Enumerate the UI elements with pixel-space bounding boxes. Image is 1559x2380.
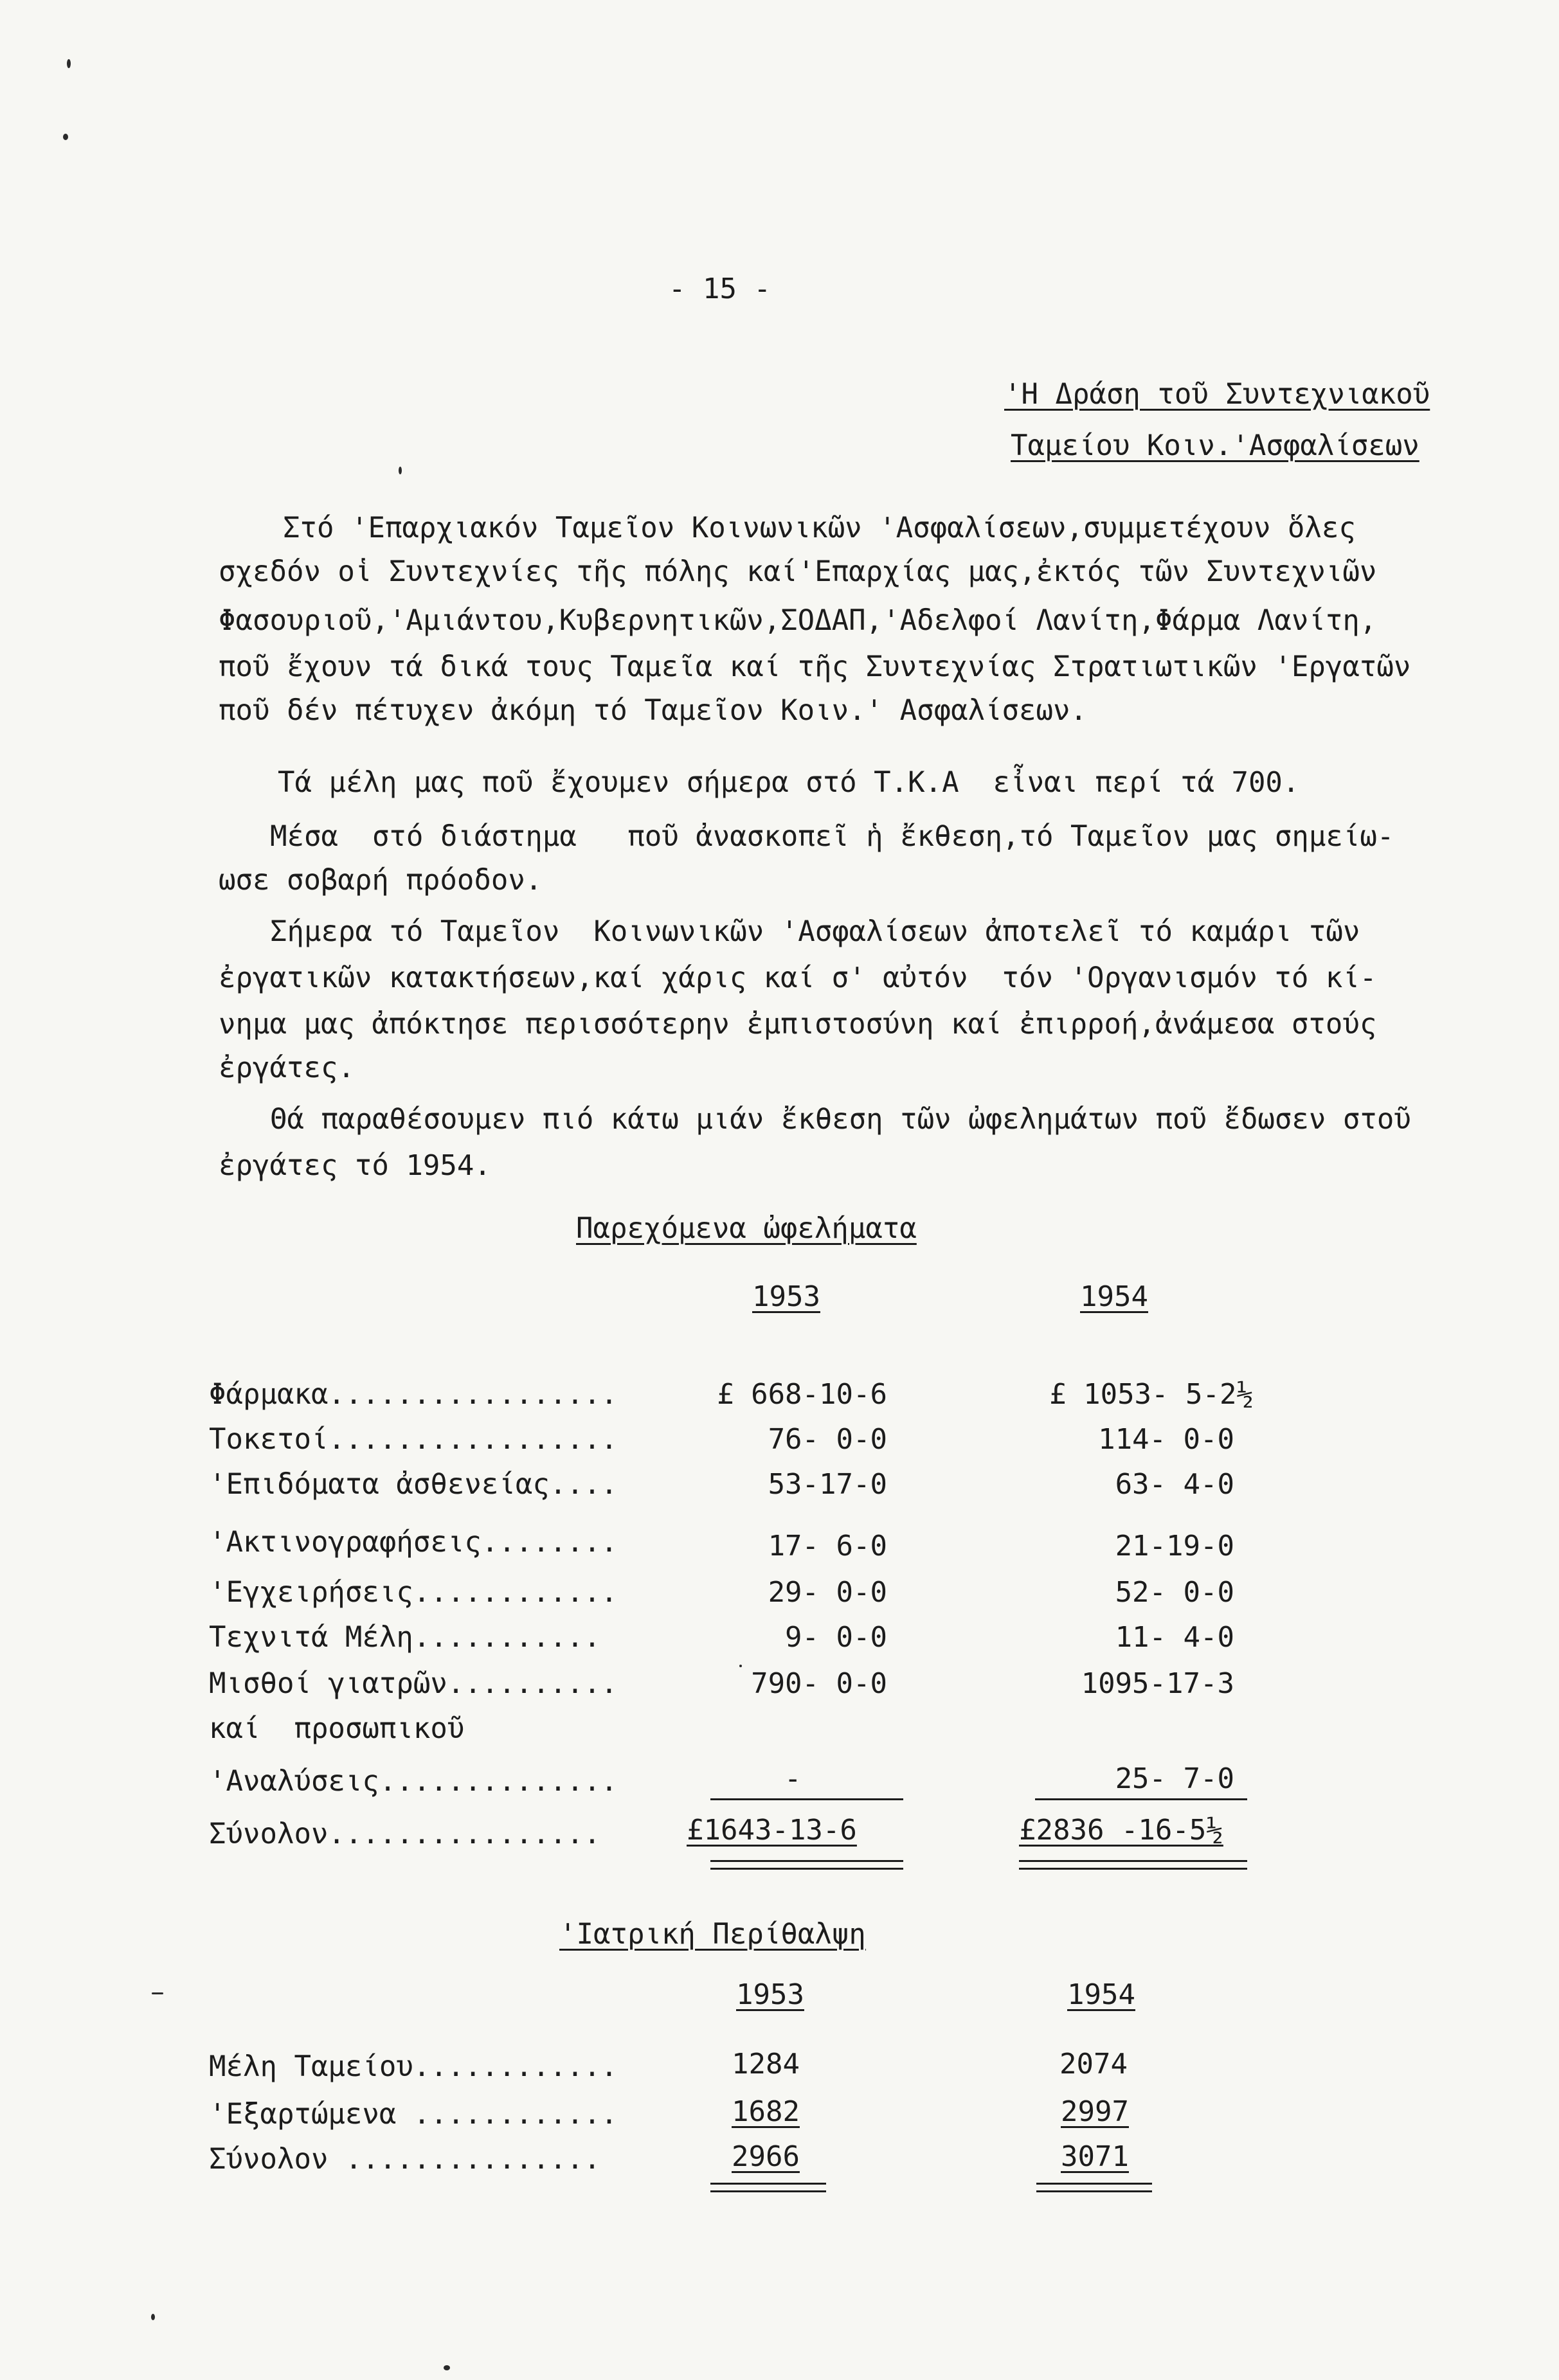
paragraph-line: ποῦ ἔχουν τά δικά τους Ταμεῖα καί τῆς Συντεχνίας Στρατιωτικῶν 'Εργατῶν <box>219 650 1411 683</box>
paragraph-line: Φασουριοῦ,'Αμιάντου,Κυβερνητικῶν,ΣΟΔΑΠ,'Αδελφοί Λανίτη,Φάρμα Λανίτη, <box>219 604 1377 637</box>
scan-speck <box>151 2314 155 2320</box>
row-label: 'Ακτινογραφήσεις........ <box>209 1526 618 1559</box>
medical-title: 'Ιατρική Περίθαλψη <box>559 1918 866 1951</box>
total-label: Σύνολον ............... <box>209 2143 601 2176</box>
paragraph-line: Μέσα στό διάστημα ποῦ ἀνασκοπεῖ ἡ ἔκθεση,τό Ταμεῖον μας σημείω- <box>270 820 1394 853</box>
value-1953: 790- 0-0 <box>751 1667 887 1700</box>
subtotal-rule-1953 <box>710 1798 903 1800</box>
double-rule-1953-b <box>710 2190 826 2192</box>
total-label: Σύνολον................ <box>209 1818 601 1850</box>
scan-speck <box>444 2365 450 2370</box>
double-rule-1953-b <box>710 1868 903 1870</box>
value-1954: 2074 <box>1059 2048 1128 2080</box>
total-1954: 3071 <box>1061 2140 1129 2173</box>
medical-col-1953: 1953 <box>736 1978 804 2011</box>
subtotal-rule-1954 <box>1035 1798 1247 1800</box>
scan-speck <box>63 134 68 140</box>
value-1954: 114- 0-0 <box>1098 1423 1234 1456</box>
scan-speck <box>152 1992 163 1994</box>
scan-speck <box>67 59 71 68</box>
heading-line-2: Ταμείου Κοιν.'Ασφαλίσεων <box>1011 429 1419 462</box>
paragraph-line: ἐργατικῶν κατακτήσεων,καί χάρις καί σ' αὐτόν τόν 'Οργανισμόν τό κί- <box>219 962 1377 994</box>
row-label: Τοκετοί................. <box>209 1423 618 1456</box>
value-1954: 25- 7-0 <box>1115 1762 1234 1795</box>
value-1953: £ 668-10-6 <box>717 1378 887 1411</box>
row-label: Μισθοί γιατρῶν.......... <box>209 1667 618 1700</box>
value-1953: 29- 0-0 <box>768 1576 887 1609</box>
double-rule-1953-a <box>710 1860 903 1862</box>
value-1953: 1284 <box>732 2048 800 2080</box>
row-label: 'Επιδόματα ἀσθενείας.... <box>209 1468 618 1501</box>
paragraph-line: ἐργάτες τό 1954. <box>219 1149 491 1182</box>
row-label: 'Εξαρτώμενα ............ <box>209 2098 618 2131</box>
heading-line-1: 'Η Δράση τοῦ Συντεχνιακοῦ <box>1004 378 1430 411</box>
benefits-col-1953: 1953 <box>752 1280 820 1313</box>
scan-speck <box>739 1665 742 1667</box>
value-1954: 1095-17-3 <box>1081 1667 1234 1700</box>
double-rule-1954-b <box>1019 1868 1247 1870</box>
total-1953: 2966 <box>732 2140 800 2173</box>
value-1954: 11- 4-0 <box>1115 1621 1234 1654</box>
benefits-title: Παρεχόμενα ὠφελήματα <box>576 1212 917 1245</box>
row-label: Μέλη Ταμείου............ <box>209 2050 618 2083</box>
value-1954: 2997 <box>1061 2095 1129 2128</box>
paragraph-line: Σήμερα τό Ταμεῖον Κοινωνικῶν 'Ασφαλίσεων ἀποτελεῖ τό καμάρι τῶν <box>270 915 1360 948</box>
row-label: καί προσωπικοῦ <box>209 1712 465 1745</box>
page-number: - 15 - <box>669 273 771 305</box>
row-label: 'Εγχειρήσεις............ <box>209 1576 618 1609</box>
benefits-col-1954: 1954 <box>1080 1280 1148 1313</box>
row-label: 'Αναλύσεις.............. <box>209 1765 618 1798</box>
paragraph-line: Θά παραθέσουμεν πιό κάτω μιάν ἔκθεση τῶν ὠφελημάτων ποῦ ἔδωσεν στοῦ <box>270 1103 1411 1136</box>
value-1954: 52- 0-0 <box>1115 1576 1234 1609</box>
scan-speck <box>399 467 402 474</box>
value-1953: 53-17-0 <box>768 1468 887 1501</box>
total-1953: £1643-13-6 <box>687 1814 857 1847</box>
value-1953: 9- 0-0 <box>785 1621 887 1654</box>
paragraph-line: Τά μέλη μας ποῦ ἔχουμεν σήμερα στό Τ.Κ.Α εἶναι περί τά 700. <box>278 766 1300 799</box>
paragraph-line: νημα μας ἀπόκτησε περισσότερην ἐμπιστοσύνη καί ἐπιρροή,ἀνάμεσα στούς <box>219 1008 1377 1041</box>
value-1953: 76- 0-0 <box>768 1423 887 1456</box>
row-label: Φάρμακα................. <box>209 1378 618 1411</box>
paragraph-line: Στό 'Επαρχιακόν Ταμεῖον Κοινωνικῶν 'Ασφαλίσεων,συμμετέχουν ὅλες <box>283 512 1356 544</box>
paragraph-line: σχεδόν οἱ Συντεχνίες τῆς πόλης καί'Επαρχίας μας,ἐκτός τῶν Συντεχνιῶν <box>219 555 1377 588</box>
medical-col-1954: 1954 <box>1067 1978 1135 2011</box>
total-1954: £2836 -16-5½ <box>1019 1814 1223 1847</box>
value-1954: 21-19-0 <box>1115 1530 1234 1562</box>
row-label: Τεχνιτά Μέλη........... <box>209 1621 601 1654</box>
value-1953: 17- 6-0 <box>768 1530 887 1562</box>
paragraph-line: ἐργάτες. <box>219 1051 355 1084</box>
double-rule-1954-a <box>1019 1860 1247 1862</box>
value-1954: £ 1053- 5-2½ <box>1049 1378 1254 1411</box>
paragraph-line: ωσε σοβαρή πρόοδον. <box>219 864 543 897</box>
paragraph-line: ποῦ δέν πέτυχεν ἀκόμη τό Ταμεῖον Κοιν.' Ασφαλίσεων. <box>219 694 1088 727</box>
double-rule-1954-b <box>1036 2190 1152 2192</box>
value-1953: - <box>784 1762 802 1795</box>
double-rule-1953-a <box>710 2183 826 2185</box>
value-1954: 63- 4-0 <box>1115 1468 1234 1501</box>
double-rule-1954-a <box>1036 2183 1152 2185</box>
value-1953: 1682 <box>732 2095 800 2128</box>
